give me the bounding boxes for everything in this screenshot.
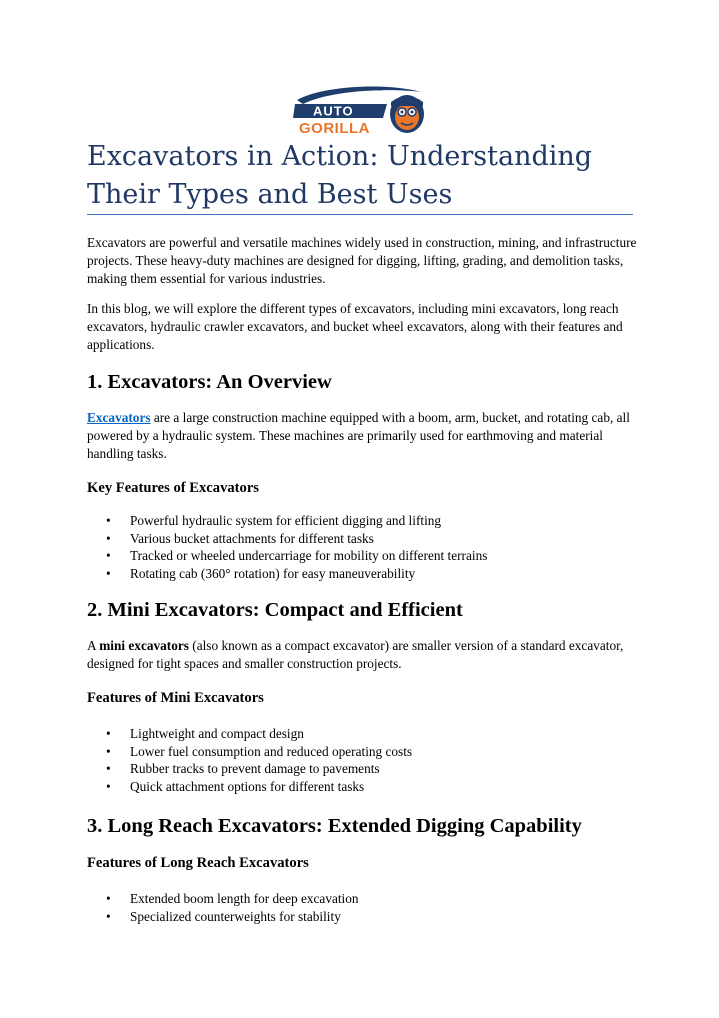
list-item: • Powerful hydraulic system for efficient digging and lifting	[87, 512, 487, 530]
logo-line1: AUTO	[313, 103, 354, 119]
list-item: • Various bucket attachments for different tasks	[87, 530, 487, 548]
title-underline	[87, 214, 633, 215]
list-item: • Rotating cab (360° rotation) for easy maneuverability	[87, 565, 487, 583]
section1-paragraph	[87, 409, 642, 463]
list-item: • Tracked or wheeled undercarriage for mobility on different terrains	[87, 547, 487, 565]
section2-bullet-list	[87, 725, 412, 795]
title-line1: Excavators in Action: Understanding	[87, 141, 593, 172]
section1-body: are a large construction machine equipped with a boom, arm, bucket, and rotating cab, all powered by a hydraulic system. These machines are primarily used for earthmoving and material handling tasks.	[87, 410, 630, 461]
section2-heading: 2. Mini Excavators: Compact and Efficient	[87, 599, 463, 621]
excavators-link[interactable]: Excavators	[87, 410, 151, 425]
list-item: • Lower fuel consumption and reduced operating costs	[87, 743, 412, 761]
list-item: • Quick attachment options for different tasks	[87, 778, 412, 796]
section2-subheading: Features of Mini Excavators	[87, 690, 264, 706]
section1-bullet-list	[87, 512, 487, 582]
section1-subheading: Key Features of Excavators	[87, 480, 259, 496]
title-line2: Their Types and Best Uses	[87, 179, 453, 210]
intro-paragraph-1: Excavators are powerful and versatile machines widely used in construction, mining, and infrastructure projects. These heavy-duty machines are designed for digging, lifting, grading, and demolition tasks, making them essential for various industries.	[87, 235, 637, 286]
section1-heading: 1. Excavators: An Overview	[87, 371, 332, 393]
logo-line2: GORILLA	[299, 120, 370, 137]
auto-gorilla-logo	[291, 84, 431, 142]
section2-paragraph	[87, 637, 642, 673]
section3-subheading: Features of Long Reach Excavators	[87, 855, 309, 871]
section3-heading: 3. Long Reach Excavators: Extended Digging Capability	[87, 815, 582, 837]
section3-bullet-list	[87, 890, 359, 925]
section2-body-bold: mini excavators	[99, 638, 189, 653]
list-item: • Specialized counterweights for stability	[87, 908, 359, 926]
section2-body-rest: (also known as a compact excavator) are smaller version of a standard excavator, designed for tight spaces and smaller construction projects.	[87, 638, 624, 671]
list-item: • Rubber tracks to prevent damage to pavements	[87, 760, 412, 778]
gorilla-mascot-icon	[390, 95, 424, 133]
list-item: • Lightweight and compact design	[87, 725, 412, 743]
page-title	[87, 138, 637, 214]
intro-paragraph-2: In this blog, we will explore the different types of excavators, including mini excavators, long reach excavators, hydraulic crawler excavators, and bucket wheel excavators, along with their features and applications.	[87, 301, 623, 352]
section2-body-prefix: A	[87, 638, 100, 653]
list-item: • Extended boom length for deep excavation	[87, 890, 359, 908]
